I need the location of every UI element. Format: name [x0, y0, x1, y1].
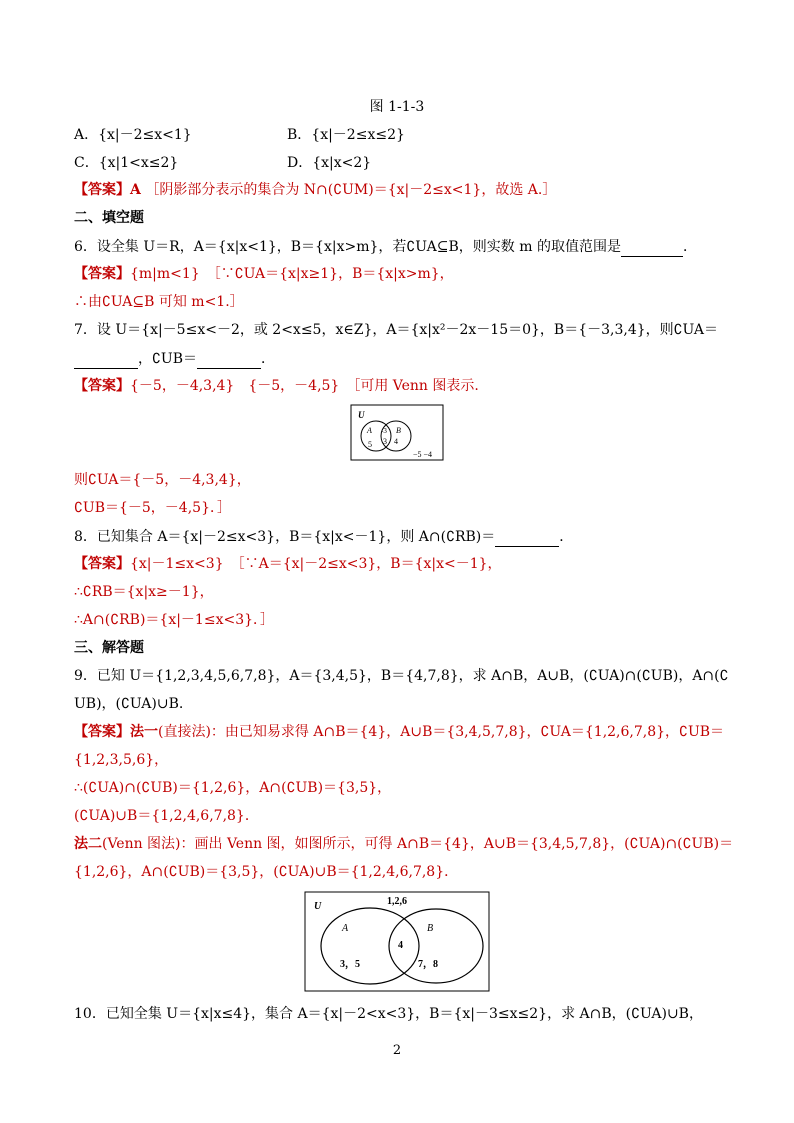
value-both: 3 — [383, 437, 387, 446]
q7-answer-line2: 则∁UA＝{－5，－4,3,4}， — [74, 472, 251, 488]
value-outside: −5 −4 — [413, 450, 433, 459]
label-a: A — [367, 426, 372, 435]
q6-answer-line1 — [74, 264, 454, 284]
question-text: ，∁UB＝ — [138, 351, 197, 367]
option-c: C．{x|1<x≤2} — [74, 155, 179, 171]
q6-answer-line2: ∴由∁UA⊆B 可知 m<1.］ — [74, 294, 244, 310]
answer-text: (Venn 图法)：画出 Venn 图，如图所示，可得 A∩B＝{4}，A∪B＝{3,4,5,7,8}，(∁UA)∩(∁UB)＝ — [102, 836, 734, 852]
q8-answer-line1 — [74, 554, 502, 574]
q9-method2-line2: {1,2,6}，A∩(∁UB)＝{3,5}，(∁UA)∪B＝{1,2,4,6,7,8}． — [74, 864, 459, 880]
answer-text: {x|－1≤x<3} ［∵A＝{x|－2≤x<3}，B＝{x|x<－1}， — [130, 556, 502, 572]
q9-answer-line1 — [74, 722, 724, 742]
q9-answer-line2: {1,2,3,5,6}， — [74, 752, 169, 768]
answer-blank — [495, 526, 559, 547]
value-a-only: 5 — [368, 440, 372, 449]
venn-diagram-q9 — [304, 891, 490, 993]
q6-stem — [74, 236, 697, 257]
value-b-only: 4 — [394, 437, 398, 446]
section-heading-solutions: 三、解答题 — [74, 640, 144, 656]
question-tail: ． — [559, 529, 574, 545]
q8-answer-line3: ∴A∩(∁RB)＝{x|－1≤x<3}．］ — [74, 612, 275, 628]
answer-tag: 【答案】 — [74, 724, 130, 740]
venn-diagram-q7 — [350, 404, 444, 462]
circle-a — [361, 421, 391, 451]
label-a: A — [342, 923, 349, 934]
value-b-only: 7，8 — [418, 959, 438, 970]
label-b: B — [396, 426, 401, 435]
q7-answer-line3: ∁UB＝{－5，－4,5}．］ — [74, 500, 231, 516]
answer-text: {－5，－4,3,4} {－5，－4,5} ［可用 Venn 图表示. — [130, 378, 479, 394]
q7-stem-line2 — [74, 348, 275, 369]
answer-text: ［阴影部分表示的集合为 N∩(∁UM)＝{x|－2≤x<1}，故选 A.］ — [145, 182, 557, 198]
q9-answer-line3: ∴(∁UA)∩(∁UB)＝{1,2,6}，A∩(∁UB)＝{3,5}， — [74, 780, 392, 796]
answer-text: {m|m<1} ［∵∁UA＝{x|x≥1}，B＝{x|x>m}， — [130, 266, 454, 282]
value-a-only: 3，5 — [340, 959, 360, 970]
answer-tag: 【答案】 — [74, 266, 130, 282]
page-number: 2 — [392, 1043, 402, 1058]
option-a: A．{x|－2≤x<1} — [74, 127, 192, 143]
q8-stem — [74, 526, 573, 547]
question-text: 8．已知集合 A＝{x|－2≤x<3}，B＝{x|x<－1}，则 A∩(∁RB)＝ — [74, 529, 496, 545]
q9-answer-line4: (∁UA)∪B＝{1,2,4,6,7,8}． — [74, 808, 259, 824]
label-u: U — [314, 901, 322, 912]
answer-text: (直接法)：由已知易求得 A∩B＝{4}，A∪B＝{3,4,5,7,8}，∁UA＝{1,2,6,7,8}，∁UB＝ — [158, 724, 725, 740]
answer-tag: 【答案】 — [74, 556, 130, 572]
value-outside: 1,2,6 — [387, 896, 407, 907]
answer-blank — [621, 236, 683, 257]
method-label: 法二 — [74, 836, 102, 852]
question-text: 6．设全集 U＝R，A＝{x|x<1}，B＝{x|x>m}，若∁UA⊆B，则实数 m 的取值范围是 — [74, 239, 621, 255]
q9-stem-line2: UB)，(∁UA)∪B. — [74, 696, 184, 712]
figure-caption: 图 1-1-3 — [369, 99, 425, 115]
circle-b — [389, 909, 483, 983]
answer-tag: 【答案】A — [74, 182, 141, 198]
option-b: B．{x|－2≤x≤2} — [287, 127, 405, 143]
q7-stem-line1: 7．设 U＝{x|－5≤x<－2，或 2<x≤5，x∈Z}，A＝{x|x²－2x－15＝0}，B＝{－3,3,4}，则∁UA＝ — [74, 322, 719, 338]
q7-answer-line1 — [74, 376, 479, 396]
question-tail: ． — [682, 239, 697, 255]
section-heading-fill-blank: 二、填空题 — [74, 210, 144, 226]
value-both: 4 — [398, 940, 403, 951]
q10-stem: 10．已知全集 U＝{x|x≤4}，集合 A＝{x|－2<x<3}，B＝{x|－3≤x≤2}，求 A∩B，(∁UA)∪B， — [74, 1006, 703, 1022]
q5-answer — [74, 180, 556, 200]
q9-method2-line1 — [74, 834, 733, 854]
answer-blank — [74, 348, 138, 369]
value-intersection-top: -3 — [381, 427, 387, 435]
option-d: D．{x|x<2} — [287, 155, 372, 171]
answer-tag: 【答案】 — [74, 378, 130, 394]
q8-answer-line2: ∴∁RB＝{x|x≥－1}， — [74, 584, 214, 600]
method-label: 法一 — [130, 724, 158, 740]
label-b: B — [427, 923, 434, 934]
question-tail: ． — [261, 351, 275, 367]
label-u: U — [358, 410, 365, 420]
answer-blank — [197, 348, 261, 369]
q9-stem-line1: 9．已知 U＝{1,2,3,4,5,6,7,8}，A＝{3,4,5}，B＝{4,7,8}，求 A∩B，A∪B，(∁UA)∩(∁UB)，A∩(∁ — [74, 668, 729, 684]
